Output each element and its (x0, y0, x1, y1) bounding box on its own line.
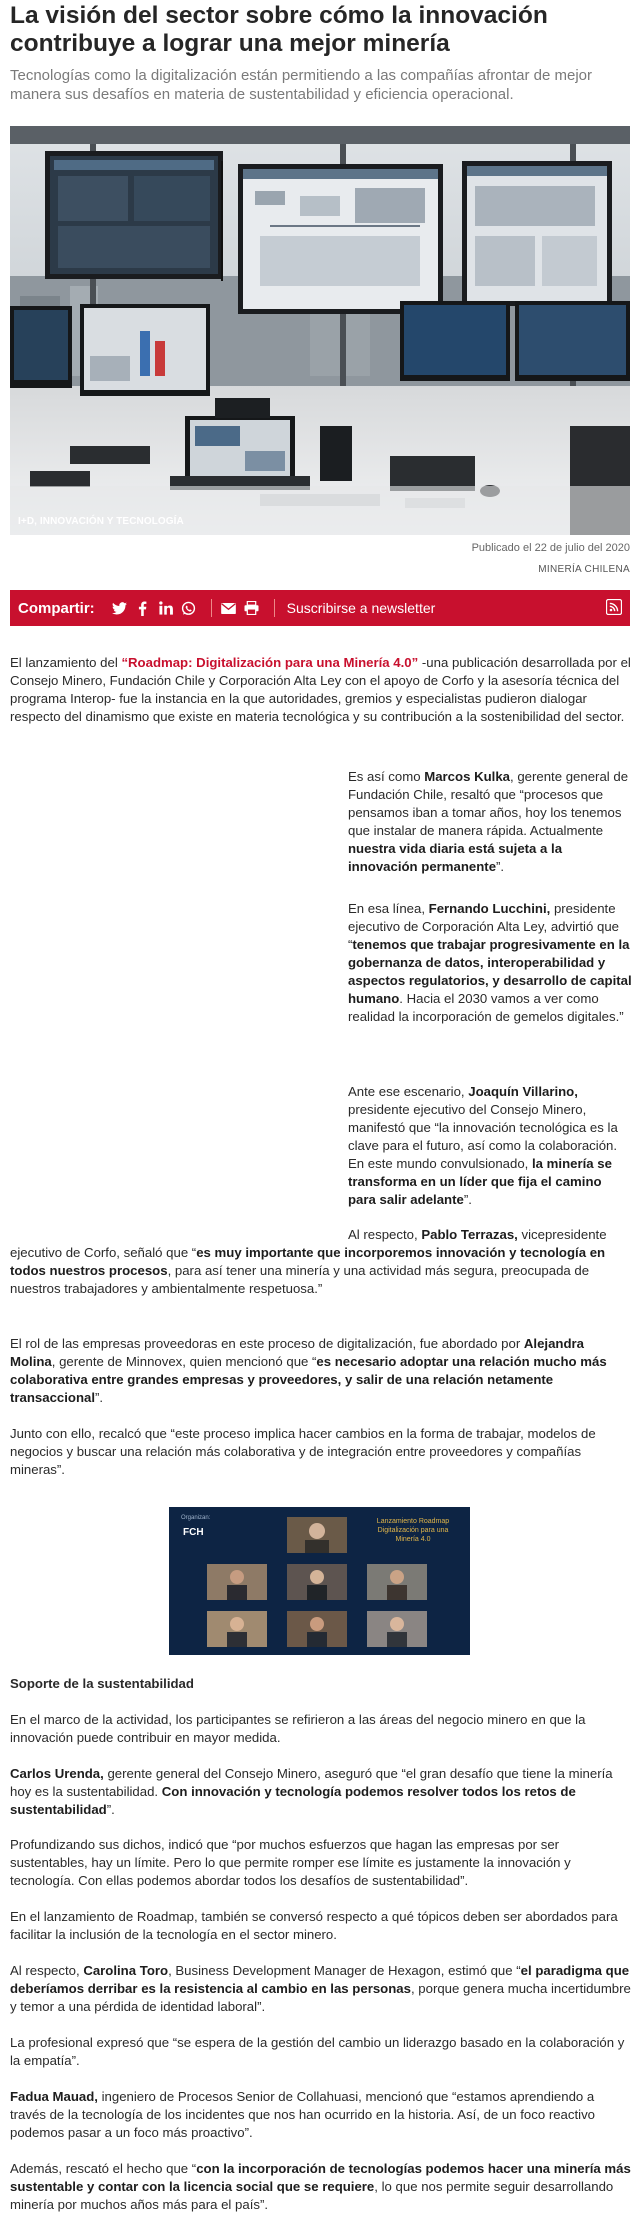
p5-text-b: vicepresidente ejecutivo de Corfo, señaló que “ (10, 1227, 607, 1260)
paragraph-2 (348, 768, 632, 876)
share-label: Compartir: (18, 599, 95, 617)
p12-text-b: , Business Development Manager de Hexagon, estimó que “ (168, 1963, 521, 1978)
paragraph-6 (10, 1335, 632, 1407)
webinar-video-thumbnail[interactable] (169, 1507, 470, 1655)
paragraph-1 (10, 654, 632, 726)
p3-quote-bold: tenemos que trabajar progresivamente en la gobernanza de datos, interoperabilidad y aspectos regulatorios, y desarrollo de capital humano (348, 937, 632, 1006)
share-divider (211, 599, 212, 617)
newsletter-link[interactable]: Suscribirse a newsletter (286, 600, 436, 616)
article-subtitle: Tecnologías como la digitalización están permitiendo a las compañías afrontar de mejor manera sus desafíos en materia de sustentabilidad y eficiencia operacional. (10, 67, 592, 103)
facebook-icon[interactable] (134, 599, 152, 617)
paragraph-9 (10, 1765, 632, 1819)
p1-text-a: El lanzamiento del (10, 655, 122, 670)
roadmap-link[interactable]: “Roadmap: Digitalización para una Minería 4.0” (121, 655, 419, 670)
p3-text-b: presidente ejecutivo de Corporación Alta Ley, advirtió que “ (348, 901, 619, 952)
p3-name: Fernando Lucchini, (428, 901, 551, 916)
paragraph-13: La profesional expresó que “se espera de la gestión del cambio un liderazgo basado en la colaboración y la empatía”. (10, 2035, 625, 2068)
p2-text-a: Es así como (348, 769, 425, 784)
section-heading-sustainability: Soporte de la sustentabilidad (10, 1676, 194, 1691)
p6-text-b: , gerente de Minnovex, quien mencionó que “ (51, 1354, 317, 1369)
share-divider-2 (274, 599, 275, 617)
paragraph-3 (348, 900, 632, 1026)
p3-text-a: En esa línea, (348, 901, 429, 916)
p12-name: Carolina Toro (83, 1963, 169, 1978)
p2-text-b: , gerente general de Fundación Chile, resaltó que “procesos que pensamos iban a tomar años, hoy los tenemos que instalar de manera rápida. Actualmente (348, 769, 629, 838)
p4-text-b: presidente ejecutivo del Consejo Minero, manifestó que “la innovación tecnológica es la clave para el futuro, así como la colaboración. En este mundo convulsionado, (348, 1102, 618, 1171)
paragraph-12 (10, 1962, 632, 2016)
twitter-icon[interactable] (111, 599, 129, 617)
p14-name: Fadua Mauad, (10, 2089, 98, 2104)
p6-text-a: El rol de las empresas proveedoras en este proceso de digitalización, fue abordado por (10, 1336, 524, 1351)
paragraph-4 (348, 1083, 632, 1209)
p6-name: Alejandra Molina (10, 1336, 584, 1369)
p2-quote-bold: nuestra vida diaria está sujeta a la innovación permanente (348, 841, 563, 874)
p14-text-b: ingeniero de Procesos Senior de Collahuasi, mencionó que “estamos aprendiendo a través de la tecnología de los incidentes que nos han ocurrido en la historia. Así, de un foco reactivo podemos pasar a un foco más proactivo”. (10, 2089, 596, 2140)
linkedin-icon[interactable] (157, 599, 175, 617)
p6-quote-bold: es necesario adoptar una relación mucho más colaborativa entre grandes empresas y proveedores, y salir de una relación netamente transaccional (10, 1354, 607, 1405)
p5-text-c: , para así tener una minería y una actividad más segura, preocupada de nuestros trabajadores y ambientalmente respetuosa.” (10, 1263, 590, 1296)
p2-text-c: ”. (496, 859, 505, 874)
article-title: La visión del sector sobre cómo la innovación contribuye a lograr una mejor minería (10, 2, 548, 57)
p4-name: Joaquín Villarino, (468, 1084, 578, 1099)
rss-icon[interactable] (606, 599, 622, 615)
p9-quote-bold: Con innovación y tecnología podemos resolver todos los retos de sustentabilidad (10, 1784, 576, 1817)
fch-logo: FCH (183, 1527, 204, 1538)
email-icon[interactable] (220, 599, 238, 617)
paragraph-8: En el marco de la actividad, los participantes se refirieron a las áreas del negocio minero en que la innovación puede contribuir en mayor medida. (10, 1712, 586, 1745)
p9-text-c: ”. (106, 1802, 115, 1817)
p15-quote-bold: con la incorporación de tecnologías podemos hacer una minería más sustentable y contar con la licencia social que se requiere (10, 2161, 631, 2194)
article-source[interactable]: MINERÍA CHILENA (538, 564, 630, 575)
paragraph-7: Junto con ello, recalcó que “este proceso implica hacer cambios en la forma de trabajar, modelos de negocios y buscar una relación más colaborativa y de integración entre proveedores y compañías mineras”. (10, 1426, 596, 1477)
p3-text-c: . Hacia el 2030 vamos a ver como realidad la incorporación de gemelos digitales.” (348, 991, 624, 1024)
p9-text-b: gerente general del Consejo Minero, aseguró que “el gran desafío que tiene la minería hoy es la sustentabilidad. (10, 1766, 613, 1799)
organizers-label: Organizan: (181, 1515, 211, 1521)
paragraph-15 (10, 2160, 632, 2214)
webinar-title: Lanzamiento Roadmap Digitalización para una Minería 4.0 (376, 1518, 450, 1543)
print-icon[interactable] (243, 599, 261, 617)
p1-text-b: -una publicación desarrollada por el Consejo Minero, Fundación Chile y Corporación Alta Ley con el apoyo de Corfo y la asesoría técnica del programa Interop- fue la instancia en la que autoridades, gremios y especialistas pudieron dialogar respecto del dinamismo que existe en materia tecnológica y su contribución a la sostenibilidad del sector. (10, 655, 631, 724)
publish-date: Publicado el 22 de julio del 2020 (471, 542, 630, 554)
image-category-caption[interactable]: I+D, INNOVACIÓN Y TECNOLOGÍA (18, 516, 184, 527)
p5-quote-bold: es muy importante que incorporemos innovación y tecnología en todos nuestros procesos (10, 1245, 606, 1278)
p9-name: Carlos Urenda, (10, 1766, 104, 1781)
p2-name: Marcos Kulka (424, 769, 510, 784)
paragraph-10: Profundizando sus dichos, indicó que “por muchos esfuerzos que hagan las empresas por ser sustentables, hay un límite. Pero lo que permite romper ese límite es justamente la innovación y tecnología. Con ellas podemos abordar todos los desafíos de sustentabilidad”. (10, 1837, 571, 1888)
whatsapp-icon[interactable] (180, 599, 198, 617)
hero-image (10, 126, 630, 535)
control-room-photo (10, 126, 630, 535)
p15-text-a: Además, rescató el hecho que “ (10, 2161, 197, 2176)
p12-text-a: Al respecto, (10, 1963, 84, 1978)
p6-text-c: ”. (95, 1390, 104, 1405)
p5-name: Pablo Terrazas, (421, 1227, 518, 1242)
paragraph-14 (10, 2088, 632, 2142)
paragraph-5 (10, 1226, 632, 1298)
p4-text-a: Ante ese escenario, (348, 1084, 469, 1099)
share-bar (10, 590, 630, 626)
p12-quote-bold: el paradigma que deberíamos derribar es la resistencia al cambio en las personas (10, 1963, 630, 1996)
paragraph-11: En el lanzamiento de Roadmap, también se conversó respecto a qué tópicos deben ser abordados para facilitar la inclusión de la tecnología en el sector minero. (10, 1909, 618, 1942)
p15-text-c: , lo que nos permite seguir desarrollando minería por muchos años más para el país”. (10, 2179, 614, 2212)
p5-text-a: Al respecto, (348, 1227, 422, 1242)
p12-text-c: , porque genera mucha incertidumbre y temor a una pérdida de identidad laboral”. (10, 1981, 631, 2014)
p4-quote-bold: la minería se transforma en un líder que fija el camino para salir adelante (348, 1156, 612, 1207)
p4-text-c: ”. (463, 1192, 472, 1207)
